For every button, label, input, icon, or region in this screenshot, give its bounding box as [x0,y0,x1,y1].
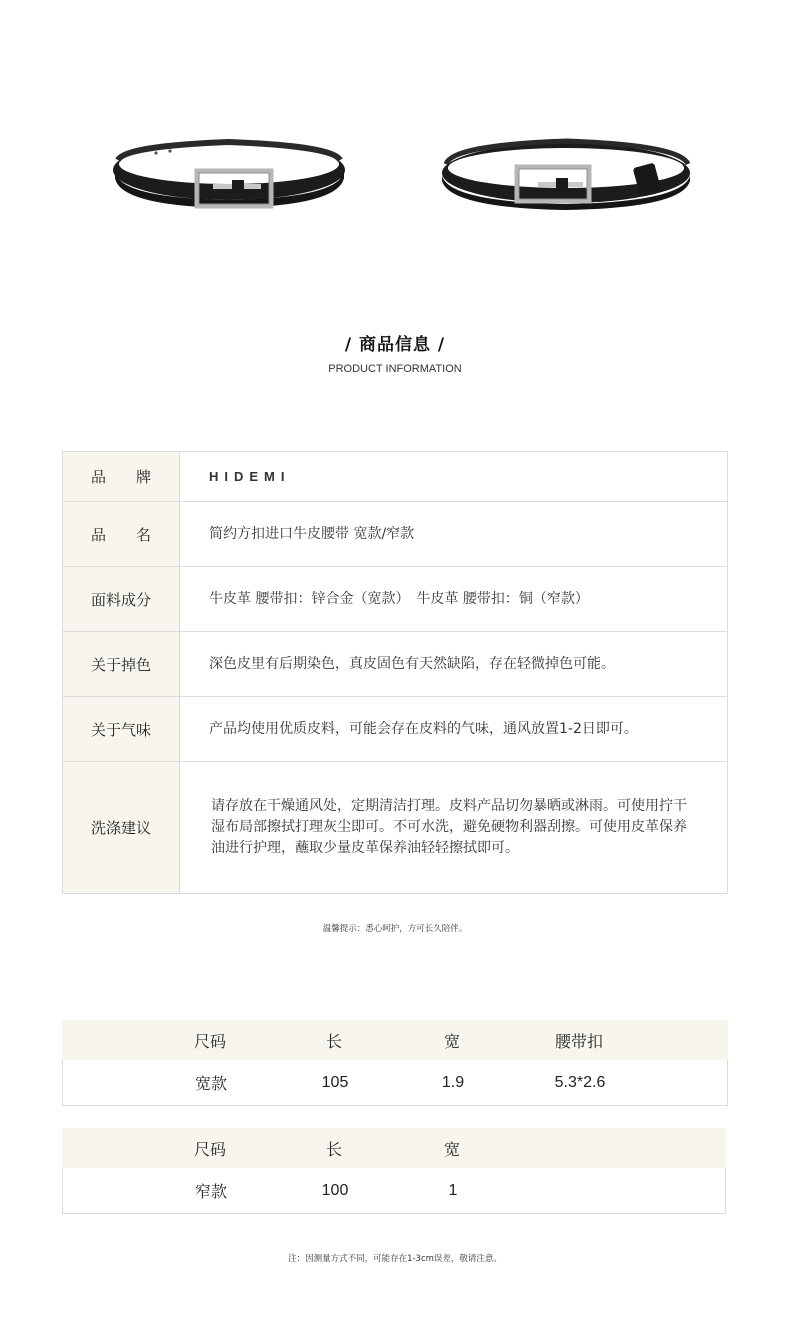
cell: 1.9 [441,1073,465,1091]
info-row-smell [63,696,727,761]
care-tip: 温馨提示：悉心呵护，方可长久陪伴。 [322,924,468,934]
narrow-belt-image [442,141,690,210]
measurement-footnote: 注：因测量方式不同，可能存在1-3cm误差，敬请注意。 [288,1254,502,1264]
size-table-wide [62,1020,728,1106]
product-photos [0,0,790,280]
info-row-fading [63,631,727,696]
section-heading [0,330,790,375]
size-table-header [62,1020,728,1060]
info-value: 简约方扣进口牛皮腰带 宽款/窄款 [209,525,415,542]
table-row [62,1060,728,1106]
header-cell: 长 [325,1031,342,1051]
table-row [62,1168,726,1214]
info-value: 深色皮里有后期染色，真皮固色有天然缺陷，存在轻微掉色可能。 [209,655,615,672]
info-label: 关于气味 [63,697,180,761]
info-label: 面料成分 [63,567,180,631]
header-cell: 尺码 [193,1139,226,1159]
header-cell: 宽 [443,1139,460,1159]
info-label: 品 名 [63,502,180,566]
header-cell: 宽 [443,1031,460,1051]
size-table-narrow [62,1128,726,1214]
cell: 1 [448,1181,458,1199]
header-cell: 长 [325,1139,342,1159]
info-value: HIDEMI [209,469,291,484]
info-row-brand [63,452,727,501]
info-label: 品 牌 [63,452,180,501]
cell: 5.3*2.6 [554,1073,606,1091]
info-row-care [63,761,727,893]
size-table-header [62,1128,726,1168]
cell: 100 [321,1181,349,1199]
heading-subtitle: PRODUCT INFORMATION [328,363,462,375]
info-label: 关于掉色 [63,632,180,696]
header-cell: 尺码 [193,1031,226,1051]
cell: 105 [321,1073,349,1091]
info-value: 产品均使用优质皮料，可能会存在皮料的气味，通风放置1-2日即可。 [209,720,638,737]
info-value: 牛皮革 腰带扣：锌合金（宽款） 牛皮革 腰带扣：铜（窄款） [209,590,589,607]
cell: 窄款 [194,1182,227,1201]
info-value: 请存放在干燥通风处，定期清洁打理。皮料产品切勿暴晒或淋雨。可使用拧干湿布局部擦拭打理灰尘即可。不可水洗，避免硬物利器刮擦。可使用皮革保养油进行护理，蘸取少量皮革保养油轻轻擦拭即可。 [211,798,687,856]
wide-belt-image [113,140,345,208]
product-info-table [62,451,728,894]
info-row-material [63,566,727,631]
header-cell: 腰带扣 [554,1031,603,1051]
info-label: 洗涤建议 [63,762,180,893]
info-row-name [63,501,727,566]
heading-title: / 商品信息 / [344,335,446,355]
cell: 宽款 [194,1074,227,1093]
